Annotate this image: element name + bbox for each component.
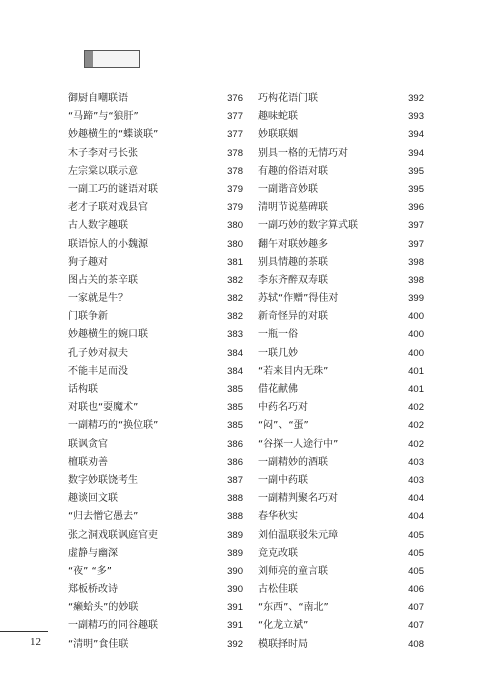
toc-entry	[258, 217, 424, 235]
toc-entry-title: 联语惊人的小魏源	[68, 238, 148, 250]
toc-entry-title: 一副精判聚名巧对	[258, 493, 338, 505]
toc-entry-page: 385	[227, 384, 243, 395]
toc-entry-title: 别具一格的无情巧对	[258, 147, 348, 159]
toc-entry	[68, 563, 243, 581]
toc-entry	[258, 163, 424, 181]
toc-entry	[68, 399, 243, 417]
toc-entry-page: 400	[408, 347, 424, 359]
toc-entry-page: 386	[227, 438, 243, 450]
toc-entry	[68, 345, 243, 363]
toc-entry	[68, 181, 243, 199]
toc-entry	[68, 108, 243, 126]
toc-entry-page: 377	[227, 111, 243, 123]
toc-entry	[258, 508, 424, 526]
toc-entry-page: 399	[408, 293, 424, 305]
toc-entry-page: 384	[227, 347, 243, 359]
toc-entry-title: 借花献佛	[258, 384, 298, 395]
toc-entry-page: 395	[408, 183, 424, 195]
toc-entry-title: 古松佳联	[258, 584, 298, 596]
toc-entry	[258, 581, 424, 599]
toc-entry-title: 刘师亮的童言联	[258, 565, 328, 577]
toc-entry	[68, 290, 243, 308]
toc-entry	[68, 163, 243, 181]
toc-entry-page: 390	[227, 584, 243, 596]
toc-entry	[258, 545, 424, 563]
toc-entry-page: 379	[227, 183, 243, 195]
toc-entry-title: 趣味蛇联	[258, 111, 298, 123]
toc-entry-page: 378	[227, 165, 243, 177]
toc-entry	[258, 417, 424, 435]
toc-entry-title: 妙趣横生的婉口联	[68, 329, 148, 341]
toc-entry-page: 384	[227, 365, 243, 377]
toc-entry-page: 402	[408, 420, 424, 432]
toc-entry-title: 古人数字趣联	[68, 220, 128, 232]
toc-entry-page: 380	[227, 220, 243, 232]
toc-entry-page: 400	[408, 311, 424, 323]
toc-entry	[258, 326, 424, 344]
toc-entry-page: 404	[408, 511, 424, 523]
toc-entry-title: 竞克改联	[258, 547, 298, 559]
toc-entry	[68, 308, 243, 326]
toc-entry-page: 396	[408, 202, 424, 214]
toc-entry-title: “若来目内无珠”	[258, 365, 329, 377]
toc-entry-page: 391	[227, 620, 243, 632]
toc-entry-page: 401	[408, 365, 424, 377]
toc-entry	[68, 490, 243, 508]
toc-entry-page: 391	[227, 602, 243, 614]
toc-entry	[258, 436, 424, 454]
toc-entry-title: 一家就是牛？	[68, 293, 128, 305]
section-header-box	[84, 50, 140, 68]
toc-entry-title: 檀联劝善	[68, 456, 108, 468]
toc-entry-page: 389	[227, 547, 243, 559]
toc-entry-title: 图占关的茶辛联	[68, 274, 138, 286]
toc-entry	[258, 290, 424, 308]
toc-entry-title: “清明”食佳联	[68, 638, 129, 650]
toc-entry	[68, 545, 243, 563]
toc-entry-title: 木子李对弓长张	[68, 147, 138, 159]
toc-entry-title: “东西”、“南北”	[258, 602, 329, 614]
toc-entry	[68, 381, 243, 399]
toc-entry	[258, 363, 424, 381]
toc-entry	[258, 454, 424, 472]
toc-entry	[258, 126, 424, 144]
toc-entry	[258, 254, 424, 272]
toc-entry	[68, 454, 243, 472]
toc-entry	[258, 599, 424, 617]
toc-entry	[258, 563, 424, 581]
toc-entry-title: “归去憎它愚去”	[68, 511, 139, 523]
toc-entry-page: 387	[227, 474, 243, 486]
toc-entry-title: “癞蛤头”的妙联	[68, 602, 139, 614]
toc-entry-title: 模联择时局	[258, 638, 308, 650]
toc-entry-title: 新奇怪异的对联	[258, 311, 328, 323]
toc-entry	[258, 527, 424, 545]
toc-entry	[258, 399, 424, 417]
toc-entry-title: 一副工巧的谜语对联	[68, 183, 158, 195]
toc-entry-title: 不能丰足而没	[68, 365, 128, 377]
toc-entry-page: 388	[227, 511, 243, 523]
toc-entry-page: 393	[408, 111, 424, 123]
toc-entry-page: 403	[408, 474, 424, 486]
toc-entry-title: “马蹄”与“狼肝”	[68, 111, 139, 123]
toc-entry	[68, 254, 243, 272]
toc-entry-page: 408	[408, 638, 424, 650]
toc-entry-page: 392	[227, 638, 243, 650]
toc-entry-page: 398	[408, 256, 424, 268]
toc-entry-page: 407	[408, 620, 424, 632]
toc-entry-page: 405	[408, 565, 424, 577]
toc-entry	[258, 236, 424, 254]
toc-entry-title: 虚静与幽深	[68, 547, 118, 559]
toc-entry-title: “夜” “多”	[68, 565, 112, 577]
toc-entry-page: 385	[227, 402, 243, 414]
toc-entry-page: 382	[227, 293, 243, 305]
toc-column-left	[68, 90, 243, 654]
toc-entry-title: 别具情趣的茶联	[258, 256, 328, 268]
toc-entry-title: 一副谐音妙联	[258, 183, 318, 195]
toc-entry-title: 门联争新	[68, 311, 108, 323]
toc-entry-page: 378	[227, 147, 243, 159]
toc-entry-page: 403	[408, 456, 424, 468]
toc-entry	[258, 145, 424, 163]
toc-entry-title: 张之洞戏联讽庭官吏	[68, 529, 158, 541]
toc-entry-page: 377	[227, 129, 243, 141]
toc-entry	[258, 181, 424, 199]
toc-entry-title: 狗子趣对	[68, 256, 108, 268]
toc-entry	[68, 217, 243, 235]
toc-entry-page: 379	[227, 202, 243, 214]
toc-entry-page: 390	[227, 565, 243, 577]
toc-entry-page: 383	[227, 329, 243, 341]
section-header-tab	[85, 51, 93, 67]
toc-entry	[68, 636, 243, 654]
toc-entry-page: 394	[408, 147, 424, 159]
toc-entry-title: “谷探一人途行中”	[258, 438, 339, 450]
toc-entry-title: 有趣的俗语对联	[258, 165, 328, 177]
toc-entry-title: 刘伯温联驳朱元璋	[258, 529, 338, 541]
toc-entry	[258, 490, 424, 508]
toc-entry-page: 401	[408, 384, 424, 395]
toc-entry-title: 一副巧妙的数字算式联	[258, 220, 358, 232]
toc-entry-title: 左宗棠以联示意	[68, 165, 138, 177]
toc-entry	[68, 236, 243, 254]
toc-entry-title: 联讽贪官	[68, 438, 108, 450]
toc-entry	[258, 108, 424, 126]
toc-entry	[68, 508, 243, 526]
toc-entry-page: 406	[408, 584, 424, 596]
toc-entry-page: 392	[408, 93, 424, 104]
toc-entry-page: 381	[227, 256, 243, 268]
page-number-rule	[0, 631, 48, 632]
toc-entry-page: 388	[227, 493, 243, 505]
toc-entry	[68, 599, 243, 617]
toc-entry-title: 趣谈回文联	[68, 493, 118, 505]
toc-entry-page: 405	[408, 529, 424, 541]
toc-entry	[68, 436, 243, 454]
toc-entry-title: 妙趣横生的“蝶谈联”	[68, 129, 159, 141]
toc-entry-page: 395	[408, 165, 424, 177]
toc-entry	[258, 272, 424, 290]
toc-entry	[68, 145, 243, 163]
toc-entry-title: 御厨自嘲联语	[68, 93, 128, 104]
page-number: 12	[30, 636, 41, 648]
toc-entry-page: 398	[408, 274, 424, 286]
toc-entry	[258, 199, 424, 217]
toc-entry-page: 400	[408, 329, 424, 341]
toc-entry	[68, 617, 243, 635]
toc-entry-title: 对联也“耍魔术”	[68, 402, 139, 414]
toc-entry	[258, 90, 424, 108]
toc-entry-page: 397	[408, 220, 424, 232]
toc-entry-page: 394	[408, 129, 424, 141]
toc-entry-title: 一瓶一俗	[258, 329, 298, 341]
toc-entry-page: 380	[227, 238, 243, 250]
toc-entry-title: 清明节说墓碑联	[258, 202, 328, 214]
toc-entry-page: 389	[227, 529, 243, 541]
toc-entry-title: 中药名巧对	[258, 402, 308, 414]
toc-entry-page: 404	[408, 493, 424, 505]
toc-entry	[68, 199, 243, 217]
toc-entry-title: 一副中药联	[258, 474, 308, 486]
toc-entry-title: 一副精巧的同谷趣联	[68, 620, 158, 632]
toc-entry	[258, 345, 424, 363]
toc-entry-title: 一副精巧的“换位联”	[68, 420, 159, 432]
toc-entry	[68, 272, 243, 290]
toc-entry-page: 382	[227, 274, 243, 286]
toc-entry-page: 405	[408, 547, 424, 559]
toc-entry	[68, 126, 243, 144]
toc-entry-page: 407	[408, 602, 424, 614]
toc-entry	[258, 617, 424, 635]
toc-entry	[68, 90, 243, 108]
toc-entry-title: 妙联联姻	[258, 129, 298, 141]
toc-entry-title: 苏轼“作赠”得佳对	[258, 293, 339, 305]
toc-entry	[258, 381, 424, 399]
toc-entry-title: 话构联	[68, 384, 98, 395]
toc-entry-title: 春华秋实	[258, 511, 298, 523]
toc-entry	[68, 527, 243, 545]
toc-entry-title: “化龙立斌”	[258, 620, 309, 632]
toc-entry-title: 巧构花语门联	[258, 93, 318, 104]
toc-entry-title: “闷”、“蛋”	[258, 420, 309, 432]
toc-entry-title: 数字妙联饶考生	[68, 474, 138, 486]
toc-entry-title: 孔子妙对叔夫	[68, 347, 128, 359]
toc-entry-title: 李东齐醉双寿联	[258, 274, 328, 286]
toc-entry-page: 385	[227, 420, 243, 432]
toc-entry-page: 386	[227, 456, 243, 468]
toc-entry	[68, 472, 243, 490]
toc-entry-page: 402	[408, 402, 424, 414]
toc-entry	[258, 636, 424, 654]
toc-entry-page: 397	[408, 238, 424, 250]
toc-entry	[68, 581, 243, 599]
toc-entry-title: 郑板桥改诗	[68, 584, 118, 596]
toc-entry-title: 翻午对联妙趣多	[258, 238, 328, 250]
toc-entry	[68, 417, 243, 435]
toc-entry	[68, 363, 243, 381]
toc-entry-page: 382	[227, 311, 243, 323]
toc-entry	[258, 308, 424, 326]
toc-entry-page: 376	[227, 93, 243, 104]
toc-column-right	[258, 90, 424, 654]
toc-entry	[68, 326, 243, 344]
toc-entry-page: 402	[408, 438, 424, 450]
toc-entry-title: 一副精妙的酒联	[258, 456, 328, 468]
toc-entry	[258, 472, 424, 490]
toc-entry-title: 一联几妙	[258, 347, 298, 359]
toc-entry-title: 老才子联对戏县官	[68, 202, 148, 214]
